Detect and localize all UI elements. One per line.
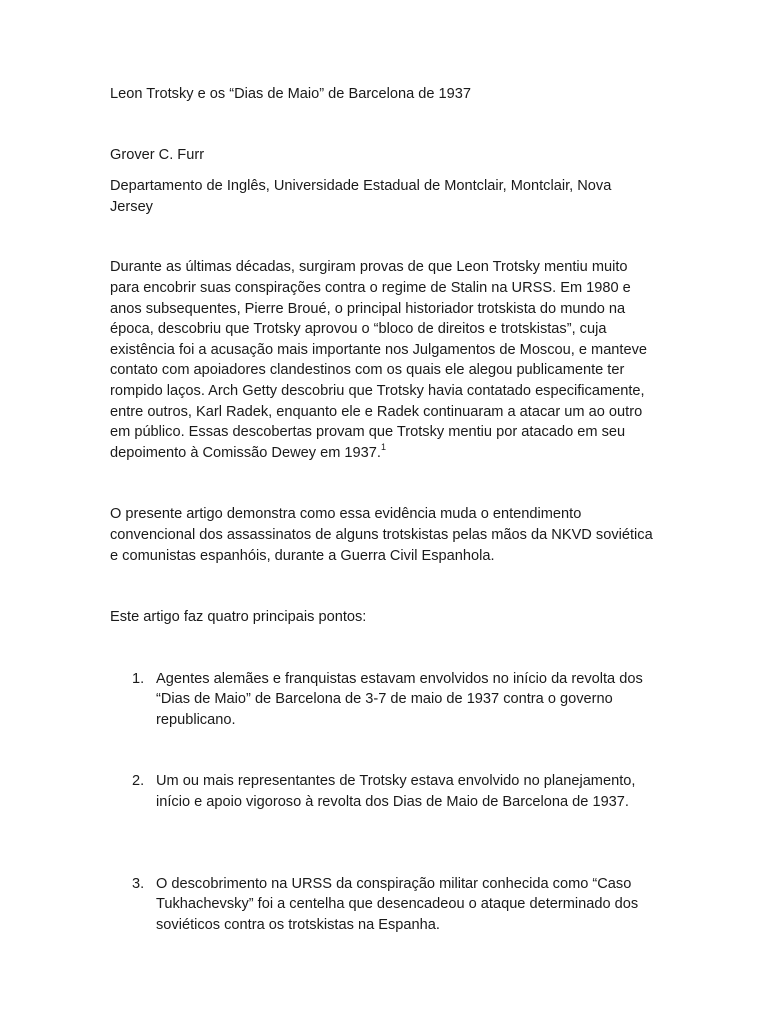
list-item bbox=[110, 874, 658, 936]
list-item-text: Agentes alemães e franquistas estavam envolvidos no início da revolta dos “Dias de Maio” de Barcelona de 3-7 de maio de 1937 contra o governo republicano. bbox=[156, 670, 643, 728]
intro-paragraph-text: Durante as últimas décadas, surgiram provas de que Leon Trotsky mentiu muito para encobrir suas conspirações contra o regime de Stalin na URSS. Em 1980 e anos subsequentes, Pierre Broué, o principal historiador trotskista do mundo na época, descobriu que Trotsky aprovou o “bloco de direitos e trotskistas”, cuja existência foi a acusação mais importante nos Julgamentos de Moscou, e manteve contato com apoiadores clandestinos com os quais ele alegou publicamente ter rompido laços. Arch Getty descobriu que Trotsky havia contatado especificamente, entre outros, Karl Radek, enquanto ele e Radek continuaram a atacar um ao outro em público. Essas descobertas provam que Trotsky mentiu por atacado em seu depoimento à Comissão Dewey em 1937. bbox=[110, 259, 648, 461]
list-item-number: 3. bbox=[132, 875, 145, 892]
main-points-list bbox=[110, 669, 658, 936]
footnote-reference[interactable]: 1 bbox=[380, 441, 386, 452]
document-page bbox=[110, 84, 658, 935]
article-purpose-paragraph: O presente artigo demonstra como essa evidência muda o entendimento convencional dos assassinatos de alguns trotskistas pelas mãos da NKVD soviética e comunistas espanhóis, durante a Guerra Civil Espanhola. bbox=[110, 506, 653, 564]
points-intro-paragraph: Este artigo faz quatro principais pontos: bbox=[110, 609, 367, 626]
list-item bbox=[110, 771, 658, 812]
list-item-number: 2. bbox=[132, 773, 145, 790]
author-name: Grover C. Furr bbox=[110, 146, 205, 163]
author-affiliation: Departamento de Inglês, Universidade Estadual de Montclair, Montclair, Nova Jersey bbox=[110, 178, 612, 215]
list-item bbox=[110, 669, 658, 731]
list-item-text: Um ou mais representantes de Trotsky estava envolvido no planejamento, início e apoio vigoroso à revolta dos Dias de Maio de Barcelona de 1937. bbox=[156, 773, 636, 811]
intro-paragraph bbox=[110, 257, 658, 463]
document-title: Leon Trotsky e os “Dias de Maio” de Barcelona de 1937 bbox=[110, 86, 471, 102]
list-item-text: O descobrimento na URSS da conspiração militar conhecida como “Caso Tukhachevsky” foi a centelha que desencadeou o ataque determinado dos soviéticos contra os trotskistas na Espanha. bbox=[156, 875, 639, 933]
list-item-number: 1. bbox=[132, 670, 145, 687]
